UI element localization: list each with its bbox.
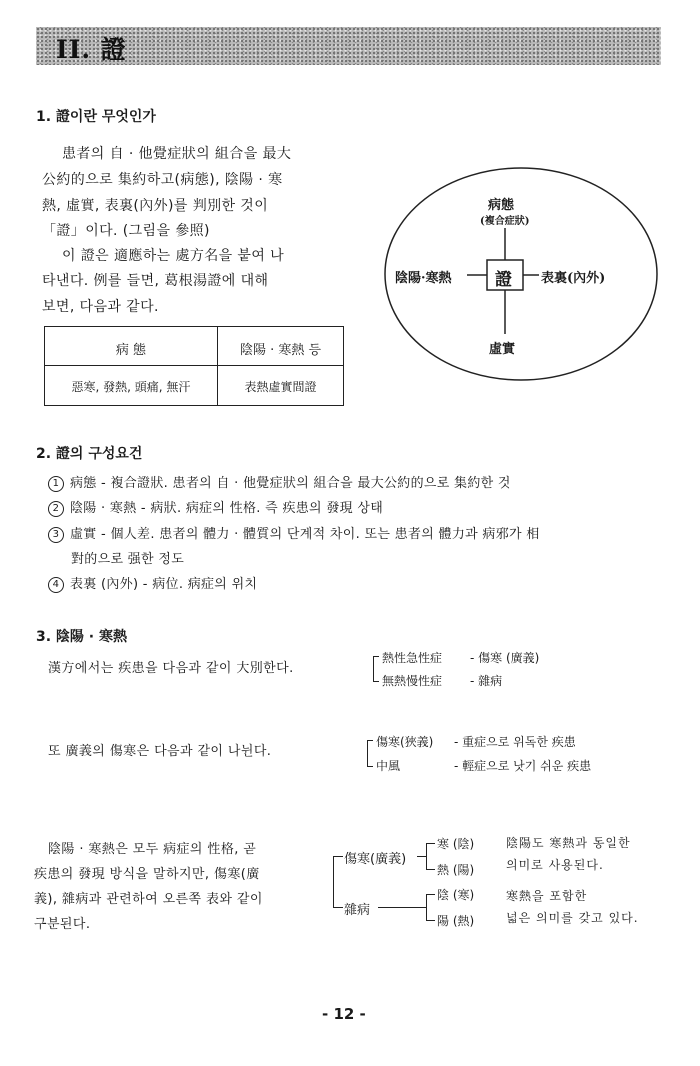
item-number: 1 <box>48 476 64 492</box>
item-text: 表裏 (內外) - 病位. 病症의 위치 <box>70 577 258 592</box>
bracket-item: 無熱慢性症 <box>382 674 443 688</box>
table-cell: 表熱虛實間證 <box>244 380 317 394</box>
section3-heading: 3. 陰陽 · 寒熱 <box>36 629 127 645</box>
section1-line: 患者의 自 · 他覺症狀의 組合을 最大 <box>62 146 292 162</box>
chapter-title: II. 證 <box>56 35 127 64</box>
bracket-desc: - 雜病 <box>470 674 503 688</box>
list-item-continuation: 對的으로 强한 정도 <box>71 552 185 567</box>
tree-leaf: 陽 (熱) <box>437 914 475 928</box>
section3-paragraph: 또 廣義의 傷寒은 다음과 같이 나뉜다. <box>48 744 272 759</box>
tree-note: 의미로 사용된다. <box>506 858 604 872</box>
section1-line: 公約的으로 集約하고(病態), 陰陽 · 寒 <box>42 172 283 188</box>
tree-node: 雜病 <box>344 903 371 918</box>
tree-node: 傷寒(廣義) <box>344 852 407 867</box>
bracket-desc: - 傷寒 (廣義) <box>470 651 540 665</box>
tree-trunk <box>333 856 334 908</box>
table-cell: 惡寒, 發熱, 頭痛, 無汗 <box>71 380 191 394</box>
section1-heading: 1. 證이란 무엇인가 <box>36 109 156 125</box>
diagram-center-label: 證 <box>495 270 512 290</box>
chapter-banner <box>36 27 661 65</box>
tree-leaf: 陰 (寒) <box>437 888 475 902</box>
bracket-item: 熱性急性症 <box>382 651 443 665</box>
list-item <box>48 573 257 593</box>
item-text: 陰陽 · 寒熱 - 病狀. 病症의 性格. 즉 疾患의 發現 상태 <box>70 501 384 516</box>
list-item <box>48 497 383 517</box>
table-header-cell: 陰陽 · 寒熱 등 <box>239 343 322 358</box>
section3-paragraph-line: 疾患의 發現 방식을 말하지만, 傷寒(廣 <box>34 867 260 882</box>
example-table <box>44 326 344 406</box>
diagram-top-label: 病態 <box>488 198 515 213</box>
sho-diagram <box>383 164 659 384</box>
tree-leaf: 熱 (陽) <box>437 863 475 877</box>
tree-note: 寒熱을 포함한 <box>506 889 588 903</box>
item-number: 2 <box>48 501 64 517</box>
classification-bracket <box>367 740 373 767</box>
item-text: 病態 - 複合證狀. 患者의 自 · 他覺症狀의 組合을 最大公約的으로 集約한 것 <box>70 476 511 491</box>
bracket-desc: - 輕症으로 낫기 쉬운 疾患 <box>454 759 592 773</box>
section3-paragraph: 漢方에서는 疾患을 다음과 같이 大別한다. <box>48 661 294 676</box>
section3-paragraph-line: 陰陽 · 寒熱은 모두 病症의 性格, 곧 <box>48 842 257 857</box>
classification-bracket <box>373 656 379 682</box>
diagram-bottom-label: 虛實 <box>489 342 516 357</box>
diagram-top-sublabel: (複合症狀) <box>480 216 530 227</box>
diagram-right-label: 表裏(內外) <box>541 271 606 286</box>
section2-heading: 2. 證의 구성요건 <box>36 446 143 462</box>
bracket-item: 傷寒(狹義) <box>376 735 434 749</box>
item-number: 3 <box>48 527 64 543</box>
section1-line: 「證」이다. (그림을 參照) <box>42 223 210 239</box>
tree-note: 넓은 의미를 갖고 있다. <box>506 911 639 925</box>
item-number: 4 <box>48 577 64 593</box>
section3-paragraph-line: 구분된다. <box>34 917 91 932</box>
list-item <box>48 523 540 543</box>
bracket-item: 中風 <box>376 759 401 773</box>
section1-line: 熱, 虛實, 表裏(內外)를 判別한 것이 <box>42 198 269 214</box>
table-header-cell: 病 態 <box>115 343 147 358</box>
section1-line: 이 證은 適應하는 處方名을 붙여 나 <box>62 248 285 264</box>
item-text: 虛實 - 個人差. 患者의 體力 · 體質의 단계적 차이. 또는 患者의 體力과 病邪가 相 <box>70 527 540 542</box>
bracket-desc: - 重症으로 위독한 疾患 <box>454 735 576 749</box>
page-number: - 12 - <box>322 1005 366 1023</box>
section1-line: 타낸다. 例를 들면, 葛根湯證에 대해 <box>42 273 269 289</box>
tree-note: 陰陽도 寒熱과 동일한 <box>506 836 631 850</box>
tree-leaf: 寒 (陰) <box>437 837 475 851</box>
diagram-left-label: 陰陽·寒熱 <box>395 271 452 286</box>
section3-paragraph-line: 義), 雜病과 관련하여 오른쪽 表와 같이 <box>34 892 263 907</box>
list-item <box>48 472 511 492</box>
section1-line: 보면, 다음과 같다. <box>42 299 159 315</box>
